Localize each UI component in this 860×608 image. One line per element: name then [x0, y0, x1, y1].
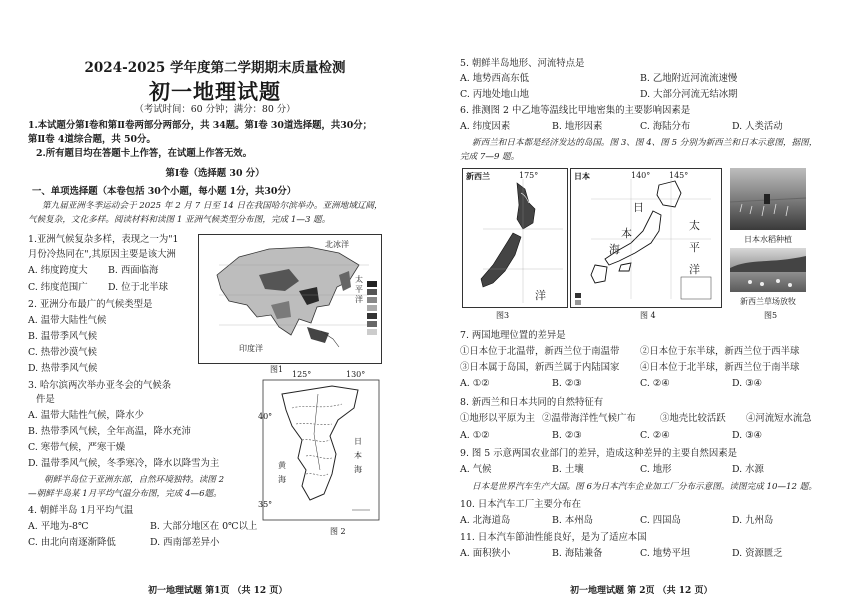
fig2-sea-of-japan-2: 本 — [354, 451, 362, 460]
question-3-option-d: D. 温带季风气候，冬季寒冷，降水以降雪为主 — [28, 458, 220, 469]
question-7-choice-d: D. ③④ — [732, 378, 762, 389]
question-1-stem-a: 1.亚洲气候复杂多样，表现之一为"1 — [28, 234, 179, 245]
fig3-lon-175: 175° — [519, 171, 539, 180]
page-2-footer: 初一地理试题 第 2页 （共 12 页） — [570, 586, 713, 596]
part-heading: 一、单项选择题（本卷包括 30个小题，每小题 1分，共30分） — [32, 186, 297, 197]
question-4-stem: 4. 朝鲜半岛 1月平均气温 — [28, 505, 134, 516]
question-3-option-a: A. 温带大陆性气候，降水少 — [28, 410, 144, 421]
question-11-option-b: B. 海陆兼备 — [552, 548, 603, 559]
question-7-statement-1: ①日本位于北温带，新西兰位于南温带 — [460, 346, 620, 357]
question-5-option-d: D. 大部分河流无结冰期 — [640, 89, 738, 100]
note-line-3: 2.所有题目均在答题卡上作答，在试题上作答无效。 — [36, 148, 253, 159]
question-11-option-a: A. 面积狭小 — [460, 548, 511, 559]
question-3-stem-b: 件是 — [36, 394, 55, 405]
figure-1-asia-climate-map — [198, 234, 382, 364]
question-1-option-c: C. 纬度范围广 — [28, 282, 88, 293]
fig1-label-indian-ocean: 印度洋 — [239, 344, 263, 353]
fig2-sea-of-japan-1: 日 — [354, 437, 362, 446]
question-4-option-c: C. 由北向南逐渐降低 — [28, 537, 116, 548]
figure-3-caption: 图3 — [496, 311, 510, 320]
photo-japan-rice-caption: 日本水稻种植 — [744, 235, 792, 244]
fig3-country-label: 新西兰 — [466, 171, 490, 181]
question-1-option-b: B. 西面临海 — [108, 265, 159, 276]
question-10-option-c: C. 四国岛 — [640, 515, 681, 526]
fig2-lat-40: 40° — [258, 412, 273, 421]
question-1-option-a: A. 纬度跨度大 — [28, 265, 88, 276]
question-8-statement-1: ①地形以平原为主 — [460, 413, 536, 424]
intro-line-1: 第九届亚洲冬季运动会于 2025 年 2 月 7 日至 14 日在我国哈尔滨举办。亚洲地域辽阔， — [42, 201, 383, 211]
exam-page-2 — [430, 0, 860, 608]
note-line-2: 第Ⅱ卷 4道综合题，共 50分。 — [28, 134, 156, 145]
question-7-statement-4: ④日本位于北半球，新西兰位于南半球 — [640, 362, 800, 373]
fig4-char-2: 本 — [621, 227, 632, 240]
question-11-option-c: C. 地势平坦 — [640, 548, 691, 559]
question-3-option-c: C. 寒带气候，严寒干燥 — [28, 442, 126, 453]
question-9-option-c: C. 地形 — [640, 464, 672, 475]
question-10-option-a: A. 北海道岛 — [460, 515, 511, 526]
question-5-option-b: B. 乙地附近河流流速慢 — [640, 73, 738, 84]
question-7-statement-3: ③日本属于岛国，新西兰属于内陆国家 — [460, 362, 620, 373]
question-11-option-d: D. 资源匮乏 — [732, 548, 783, 559]
fig1-label-pacific-ocean: 太平洋 — [355, 275, 363, 304]
question-6-option-d: D. 人类活动 — [732, 121, 783, 132]
fig4-char-5: 平 — [689, 241, 700, 254]
fig3-ocean-label: 洋 — [535, 289, 546, 302]
question-8-statement-3: ③地壳比较活跃 — [660, 413, 726, 424]
intro-line-2: 气候复杂，文化多样。阅读材料和读图 1 亚洲气候类型分布图，完成 1—3 题。 — [28, 215, 331, 225]
question-3-option-b: B. 热带季风气候，全年高温，降水充沛 — [28, 426, 191, 437]
fig2-lon-125: 125° — [292, 370, 312, 379]
question-6-option-a: A. 纬度因素 — [460, 121, 511, 132]
question-3-stem-a: 3. 哈尔滨两次举办亚冬会的气候条 — [28, 380, 172, 391]
question-2-option-d: D. 热带季风气候 — [28, 363, 98, 374]
question-8-choice-b: B. ②③ — [552, 430, 582, 441]
exam-main-title: 初一地理试题 — [149, 79, 281, 104]
question-6-option-c: C. 海陆分布 — [640, 121, 691, 132]
photo-nz-grazing-caption: 新西兰草场放牧 — [740, 297, 796, 306]
question-1-option-d: D. 位于北半球 — [108, 282, 169, 293]
question-7-statement-2: ②日本位于东半球，新西兰位于西半球 — [640, 346, 800, 357]
question-2-option-a: A. 温带大陆性气候 — [28, 315, 107, 326]
question-7-choice-c: C. ②④ — [640, 378, 670, 389]
intro4-line: 日本是世界汽车生产大国。图 6为日本汽车企业加工厂分布示意图。读图完成 10—12 题。 — [472, 482, 817, 492]
fig4-char-3: 海 — [609, 243, 620, 256]
exam-info: （考试时间：60 分钟；满分：80 分） — [134, 104, 296, 115]
question-6-stem: 6. 推测图 2 中乙地等温线比甲地密集的主要影响因素是 — [460, 105, 691, 116]
intro2-line-2: —朝鲜半岛某 1月平均气温分布图，完成 4—6题。 — [28, 489, 222, 499]
question-9-option-a: A. 气候 — [460, 464, 492, 475]
question-5-stem: 5. 朝鲜半岛地形、河流特点是 — [460, 58, 585, 69]
fig2-sea-of-japan-3: 海 — [354, 465, 362, 474]
fig4-lon-140: 140° — [631, 171, 651, 180]
photo-nz-grazing — [730, 248, 806, 292]
question-5-option-a: A. 地势西高东低 — [460, 73, 529, 84]
fig2-yellow-sea-2: 海 — [278, 475, 286, 484]
question-2-stem: 2. 亚洲分布最广的气候类型是 — [28, 299, 153, 310]
question-8-choice-d: D. ③④ — [732, 430, 762, 441]
fig1-legend — [367, 281, 377, 335]
question-9-option-b: B. 土壤 — [552, 464, 584, 475]
figure-2-korea-temperature-map — [258, 370, 380, 524]
figure-4-japan-map — [570, 168, 722, 308]
question-5-option-c: C. 丙地处地山地 — [460, 89, 530, 100]
photo-japan-rice — [730, 168, 806, 230]
question-1-stem-b: 月份冷热同在",其原因主要是该大洲 — [28, 249, 176, 260]
question-10-stem: 10. 日本汽车工厂主要分布在 — [460, 499, 582, 510]
intro3-line-1: 新西兰和日本都是经济发达的岛国。图 3、图 4、图 5 分别为新西兰和日本示意图，据图， — [472, 138, 818, 148]
question-8-statement-2: ②温带海洋性气候广布 — [542, 413, 636, 424]
question-2-option-c: C. 热带沙漠气候 — [28, 347, 98, 358]
question-7-choice-b: B. ②③ — [552, 378, 582, 389]
fig4-country-label: 日本 — [574, 171, 590, 181]
question-8-choice-c: C. ②④ — [640, 430, 670, 441]
fig2-yellow-sea-1: 黄 — [278, 461, 286, 470]
question-7-choice-a: A. ①② — [460, 378, 490, 389]
question-8-stem: 8. 新西兰和日本共同的自然特征有 — [460, 397, 604, 408]
fig4-char-1: 日 — [633, 201, 644, 214]
figure-4-caption: 图 4 — [640, 311, 656, 320]
question-11-stem: 11. 日本汽车節油性能良好，是为了适应本国 — [460, 532, 647, 543]
question-10-option-d: D. 九州岛 — [732, 515, 774, 526]
intro3-line-2: 完成 7—9 题。 — [460, 152, 520, 162]
fig4-char-4: 太 — [689, 219, 700, 232]
fig4-lon-145: 145° — [669, 171, 689, 180]
page-1-footer: 初一地理试题 第1页 （共 12 页） — [148, 586, 288, 596]
question-9-option-d: D. 水源 — [732, 464, 764, 475]
fig1-label-arctic-ocean: 北冰洋 — [325, 240, 349, 249]
figure-1-caption: 图1 — [270, 365, 284, 374]
note-line-1: 1.本试题分第Ⅰ卷和第Ⅱ卷两部分两部分，共 34题。第Ⅰ卷 30道选择题，共30分； — [28, 120, 373, 131]
question-4-option-b: B. 大部分地区在 0℃以上 — [150, 521, 258, 532]
intro2-line-1: 朝鲜半岛位于亚洲东部，自然环境独特。读图 2 — [44, 475, 225, 485]
figure-2-caption: 图 2 — [330, 527, 346, 536]
question-10-option-b: B. 本州岛 — [552, 515, 593, 526]
figure-5-caption: 图5 — [764, 311, 778, 320]
question-7-stem: 7. 两国地理位置的差异是 — [460, 330, 566, 341]
question-4-option-d: D. 西南部差异小 — [150, 537, 220, 548]
question-8-statement-4: ④河流短水流急 — [746, 413, 812, 424]
fig2-lat-35: 35° — [258, 500, 273, 509]
fig2-lon-130: 130° — [346, 370, 366, 379]
figure-3-new-zealand-map — [462, 168, 568, 308]
section-heading: 第Ⅰ卷（选择题 30 分） — [165, 168, 265, 179]
exam-term-title: 2024-2025 学年度第二学期期末质量检测 — [84, 60, 346, 76]
question-6-option-b: B. 地形因素 — [552, 121, 603, 132]
question-2-option-b: B. 温带季风气候 — [28, 331, 98, 342]
fig4-char-6: 洋 — [689, 263, 700, 276]
question-4-option-a: A. 平地为-8℃ — [28, 521, 89, 532]
question-9-stem: 9. 图 5 示意两国农业部门的差异，造成这种差异的主要自然因素是 — [460, 448, 737, 459]
question-8-choice-a: A. ①② — [460, 430, 490, 441]
